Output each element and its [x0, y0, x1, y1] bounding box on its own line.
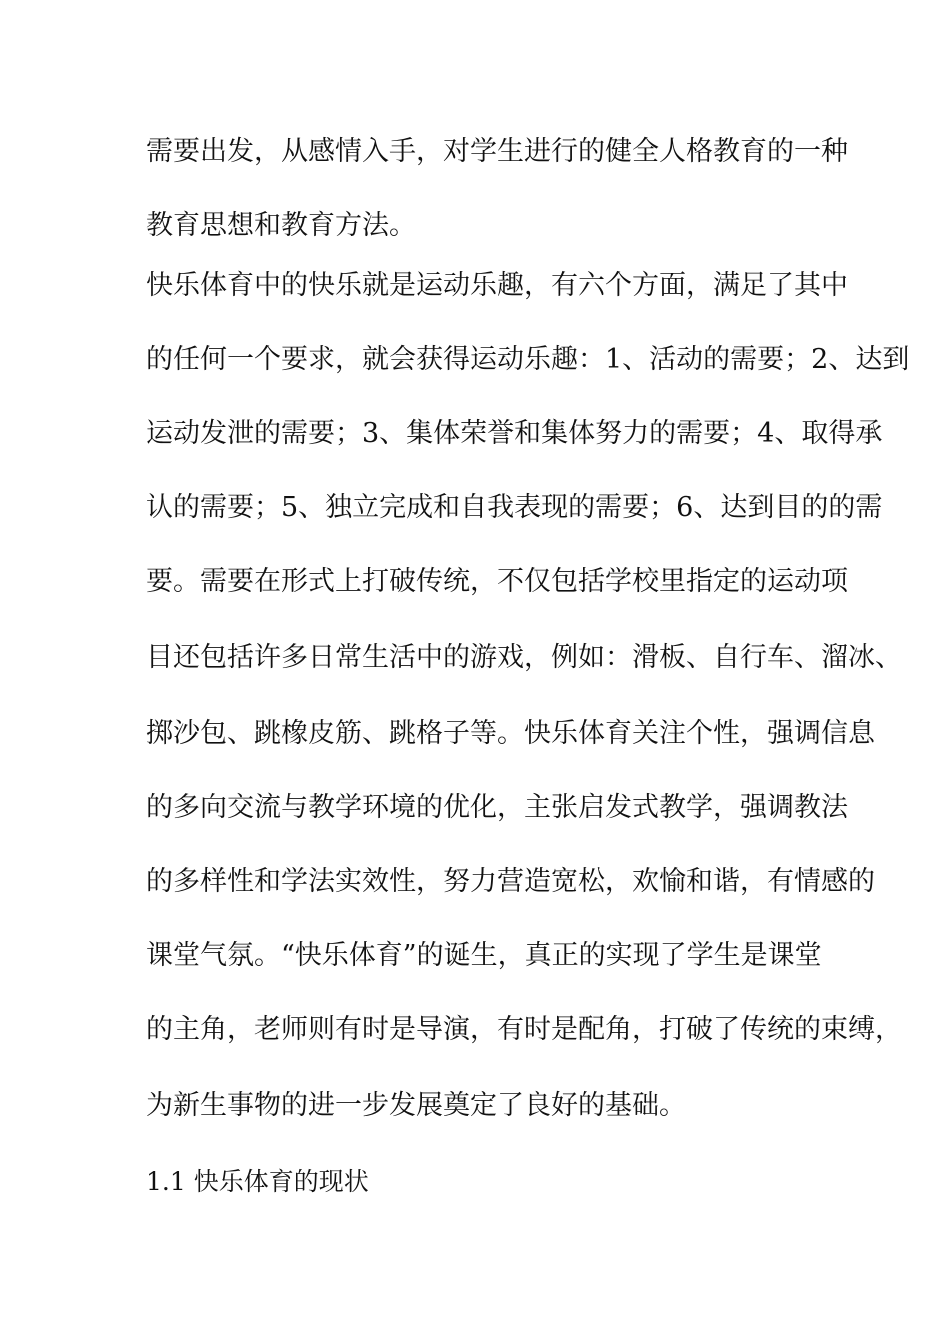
text-line: 的任何一个要求，就会获得运动乐趣：1、活动的需要；2、达到: [146, 344, 910, 375]
text-line: 的多向交流与教学环境的优化，主张启发式教学，强调教法: [146, 792, 848, 823]
text-line: 认的需要；5、独立完成和自我表现的需要；6、达到目的的需: [146, 492, 883, 523]
text-line: 教育思想和教育方法。: [146, 210, 416, 241]
text-line: 的主角，老师则有时是导演，有时是配角，打破了传统的束缚，: [146, 1014, 902, 1045]
text-line: 要。需要在形式上打破传统，不仅包括学校里指定的运动项: [146, 566, 848, 597]
text-line: 需要出发，从感情入手，对学生进行的健全人格教育的一种: [146, 136, 848, 167]
text-line: 课堂气氛。“快乐体育”的诞生，真正的实现了学生是课堂: [146, 940, 822, 971]
text-line: 运动发泄的需要；3、集体荣誉和集体努力的需要；4、取得承: [146, 418, 883, 449]
text-line: 的多样性和学法实效性，努力营造宽松，欢愉和谐，有情感的: [146, 866, 875, 897]
text-line: 掷沙包、跳橡皮筋、跳格子等。快乐体育关注个性，强调信息: [146, 718, 875, 749]
text-line: 为新生事物的进一步发展奠定了良好的基础。: [146, 1090, 686, 1121]
section-heading: 1.1 快乐体育的现状: [146, 1167, 369, 1196]
text-line: 目还包括许多日常生活中的游戏，例如：滑板、自行车、溜冰、: [146, 642, 902, 673]
text-line: 快乐体育中的快乐就是运动乐趣，有六个方面，满足了其中: [146, 270, 848, 301]
